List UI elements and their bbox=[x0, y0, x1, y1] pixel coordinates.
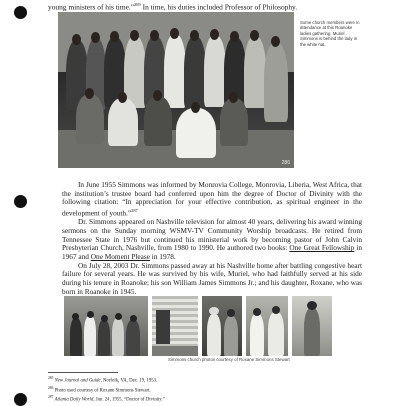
paragraph-2: Dr. Simmons appeared on Nashville television for almost 40 years, delivering his award winning sermons on the Sunday morning WSMV-TV Community Worship broadcasts. He retired from Tennessee State in 1976 but continued his ministerial work by becoming pastor of John Calvin Presbyterian Church, Nashville, from 1980 to 1990. He authored two books: One Great Fellowship in 1967 and One Moment Please in 1978. bbox=[62, 217, 363, 262]
book-title-2: One Moment Please bbox=[90, 252, 150, 262]
body-text bbox=[62, 181, 362, 297]
punch-hole-1 bbox=[14, 6, 27, 19]
document-page bbox=[48, 0, 363, 403]
photo-row-caption: Simmons church photos courtesy of Roxane Simmons Stewart bbox=[168, 357, 290, 362]
church-photo-5 bbox=[292, 296, 332, 356]
paragraph-1: In June 1955 Simmons was informed by Monrovia College, Monrovia, Liberia, West Africa, that the institution’s trustee board had conferred upon him the degree of Doctor of Divinity with the following citation: “In appreciation for your effective contribution, as spiritual engineer in the development of youth.”$^{287}$ bbox=[62, 180, 362, 218]
footnote-rule bbox=[48, 372, 118, 373]
footnote-287: $^{287}$ Atlanta Daily World, Jun. 24, 1955, “Doctor of Divinity.” bbox=[48, 395, 165, 403]
church-photo-row bbox=[64, 296, 362, 356]
photo-caption: Some church members were in attendance at this Roanoke ladies gathering. Muriel Simmons is behind the lady in the white hat. bbox=[300, 20, 360, 47]
church-photo-4 bbox=[246, 296, 288, 356]
church-photo-1 bbox=[64, 296, 148, 356]
footnote-ref: 289 bbox=[134, 2, 141, 7]
continued-text-line: young ministers of his time.”$^{289}$ In time, his duties included Professor of Philosophy. bbox=[48, 2, 298, 12]
photo-number: 286 bbox=[281, 160, 290, 166]
paragraph-3: On July 28, 2003 Dr. Simmons passed away at his Nashville home after battling congestive heart failure for several years. He was survived by his wife, Muriel, who had faithfully served at his side during his tenure in Roanoke; his son William James Simmons Jr.; and his daughter, Roxane, who was born in Roanoke in 1945. bbox=[62, 260, 362, 296]
church-photo-2 bbox=[152, 296, 198, 356]
footnote-286: $^{286}$ Photo used courtesy of Roxane Simmons Stewart. bbox=[48, 385, 151, 394]
footnote-285: $^{285}$ New Journal and Guide, Norfolk, VA, Dec. 19, 1953. bbox=[48, 376, 158, 384]
footnotes bbox=[48, 375, 362, 404]
punch-hole-2 bbox=[14, 195, 27, 208]
group-photo bbox=[58, 12, 294, 168]
book-title-1: One Great Fellowship bbox=[289, 243, 355, 253]
church-photo-3 bbox=[202, 296, 242, 356]
footnote-ref: 287 bbox=[131, 208, 138, 214]
